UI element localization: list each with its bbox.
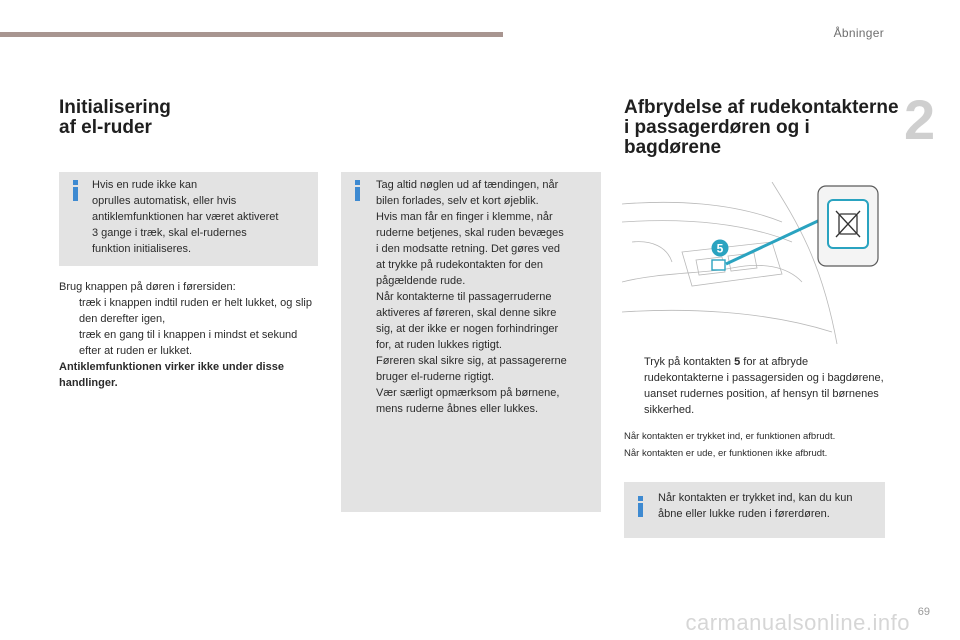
right-body: [624, 354, 886, 418]
page-number: 69: [917, 606, 930, 618]
intro-text: Brug knappen på døren i førersiden:: [59, 281, 236, 293]
bullet-marker: [624, 354, 644, 418]
watermark: carmanualsonline.info: [685, 610, 910, 635]
door-switch-illustration: [622, 182, 884, 344]
info-icon: [638, 496, 643, 517]
chapter-number: 2: [904, 88, 936, 151]
note-off: Når kontakten er ude, er funktionen ikke afbrudt.: [624, 448, 828, 459]
note-on: Når kontakten er trykket ind, er funktionen afbrudt.: [624, 431, 836, 442]
info-box-driver: [624, 482, 885, 538]
callout-number: 5: [716, 241, 724, 256]
info-box-safety: [341, 172, 601, 512]
info-text: Når kontakten er trykket ind, kan du kun åbne eller lukke ruden i førerdøren.: [658, 492, 853, 520]
bullet-marker: [59, 327, 79, 359]
right-heading: Afbrydelse af rudekontakterne i passagerdøren og i bagdørene: [624, 97, 899, 158]
info-text: Hvis en rude ikke kan oprulles automatisk, eller hvis antiklemfunktionen har været aktiveret 3 gange i træk, skal el-rudernes funktion initialiseres.: [92, 179, 279, 255]
info-icon: [73, 180, 78, 201]
list-item: træk en gang til i knappen i mindst et sekund efter at ruden er lukket.: [59, 327, 321, 359]
bullet-marker: [59, 295, 79, 327]
switch-highlight: [712, 260, 725, 270]
list-item: træk i knappen indtil ruden er helt lukket, og slip den derefter igen,: [59, 295, 321, 327]
section-title: Åbninger: [833, 26, 884, 40]
list-item: Tryk på kontakten 5 for at afbryde rudekontakterne i passagersiden og i bagdørene, uanset rudernes position, af hensyn til børnenes sikkerhed.: [624, 354, 886, 418]
info-box-initialisation: [59, 172, 318, 266]
header-bar: [0, 32, 503, 37]
warning-note: Antiklemfunktionen virker ikke under disse handlinger.: [59, 361, 284, 389]
status-notes: [624, 428, 886, 462]
left-body: [59, 279, 321, 391]
left-heading: Initialisering af el-ruder: [59, 97, 171, 138]
info-text: Tag altid nøglen ud af tændingen, når bilen forlades, selv et kort øjeblik. Hvis man får en finger i klemme, når ruderne betjenes, skal ruden bevæges i den modsatte retning. Det gøres ved at trykke på rudekontakten for den pågældende rude. Når kontakterne til passagerruderne aktiveres af føreren, skal denne sikre sig, at der ikke er nogen forhindringer for, at ruden lukkes rigtigt. Føreren skal sikre sig, at passagererne bruger el-ruderne rigtigt. Vær særligt opmærksom på børnene, mens ruderne åbnes eller lukkes.: [376, 179, 567, 415]
info-icon: [355, 180, 360, 201]
